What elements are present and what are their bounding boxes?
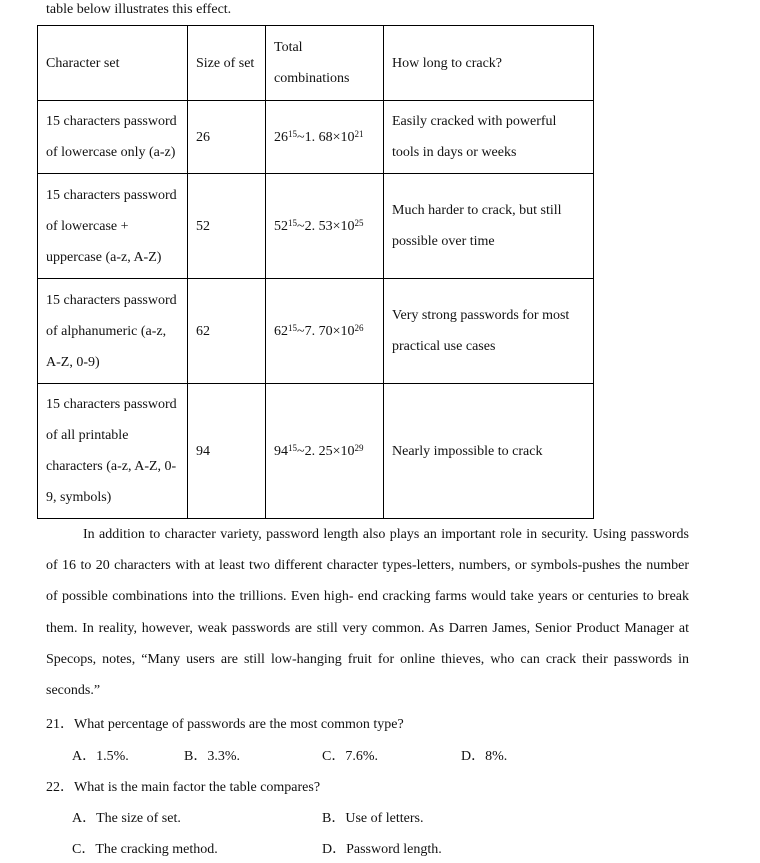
question-22-option-a[interactable]: A．The size of set. <box>72 811 181 826</box>
header-size-of-set: Size of set <box>188 26 266 101</box>
question-21-option-d[interactable]: D．8%. <box>461 749 508 764</box>
cell-charset: 15 characters password of lowercase only (a-z) <box>38 101 188 174</box>
cell-crack: Nearly impossible to crack <box>384 384 594 519</box>
cell-crack: Very strong passwords for most practical use cases <box>384 279 594 384</box>
question-22-stem: 22．What is the main factor the table compares? <box>46 780 321 795</box>
question-21-option-b[interactable]: B．3.3%. <box>184 749 240 764</box>
question-21-option-a[interactable]: A．1.5%. <box>72 749 129 764</box>
question-21-stem: 21．What percentage of passwords are the most common type? <box>46 717 404 732</box>
cell-size: 94 <box>188 384 266 519</box>
cell-combinations: $94^{15}\sim 2$. $25\times 10^{29}$ <box>266 384 384 519</box>
intro-text: table below illustrates this effect. <box>46 2 232 17</box>
table-header-row <box>38 26 594 101</box>
cell-combinations: $52^{15}\sim 2$. $53\times 10^{25}$ <box>266 174 384 279</box>
cell-size: 26 <box>188 101 266 174</box>
table-row <box>38 384 594 519</box>
header-total-combinations: Total combinations <box>266 26 384 101</box>
table-row <box>38 101 594 174</box>
cell-combinations: $26^{15}\sim 1$. $68\times 10^{21}$ <box>266 101 384 174</box>
cell-combinations: $62^{15}\sim 7$. $70\times 10^{26}$ <box>266 279 384 384</box>
cell-charset: 15 characters password of all printable characters (a-z, A-Z, 0-9, symbols) <box>38 384 188 519</box>
password-table <box>37 25 594 519</box>
cell-crack: Much harder to crack, but still possible over time <box>384 174 594 279</box>
table-row <box>38 279 594 384</box>
cell-crack: Easily cracked with powerful tools in days or weeks <box>384 101 594 174</box>
cell-charset: 15 characters password of lowercase + uppercase (a-z, A-Z) <box>38 174 188 279</box>
paragraph-text: In addition to character variety, password length also plays an important role in security. Using passwords of 16 to 20 characters with at least two different character types-letters, numbers, or symbols-pushes the number of possible combinations into the trillions. Even high- end cracking farms would take years or centuries to break them. In reality, however, weak passwords are still very common. As Darren James, Senior Product Manager at Specops, notes, “Many users are still low-hanging fruit for online thieves, who can crack their passwords in seconds.” <box>46 527 689 699</box>
question-22-option-c[interactable]: C．The cracking method. <box>72 842 218 857</box>
question-22-option-b[interactable]: B．Use of letters. <box>322 811 424 826</box>
header-how-long-to-crack: How long to crack? <box>384 26 594 101</box>
cell-size: 62 <box>188 279 266 384</box>
question-22-option-d[interactable]: D．Password length. <box>322 842 442 857</box>
question-21-option-c[interactable]: C．7.6%. <box>322 749 378 764</box>
cell-size: 52 <box>188 174 266 279</box>
body-paragraph <box>46 519 689 706</box>
header-character-set: Character set <box>38 26 188 101</box>
table-row <box>38 174 594 279</box>
cell-charset: 15 characters password of alphanumeric (a-z, A-Z, 0-9) <box>38 279 188 384</box>
